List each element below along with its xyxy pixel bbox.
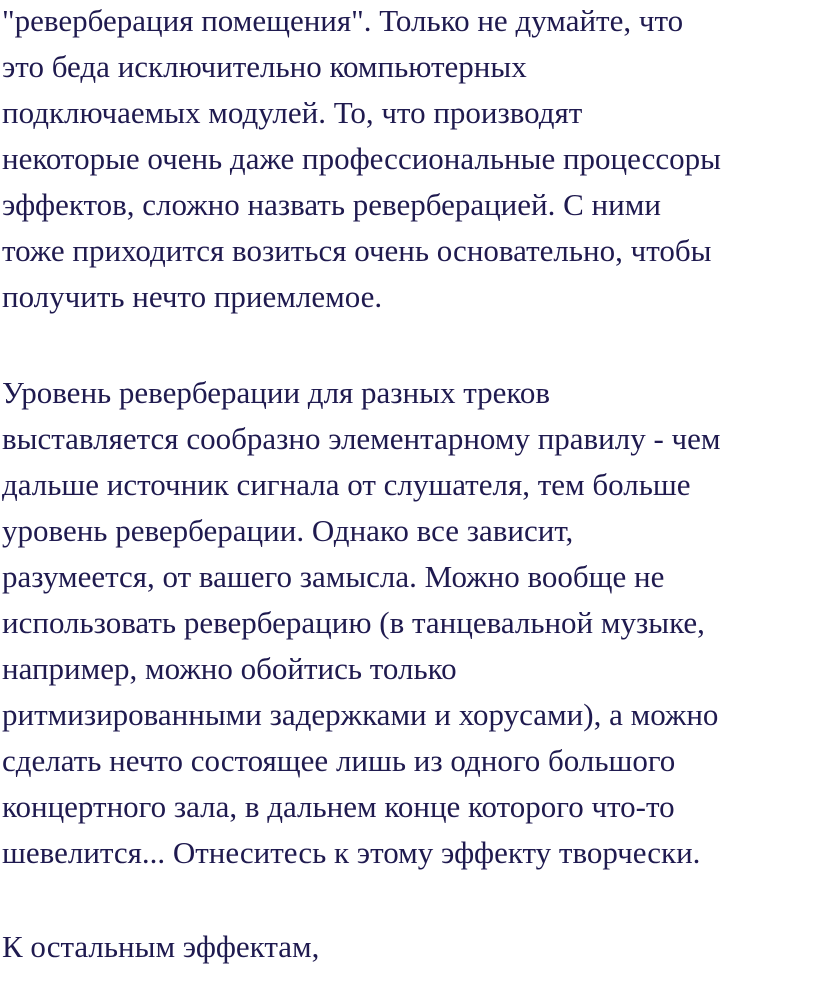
- paragraph-1-line-2: это беда исключительно компьютерных: [2, 49, 527, 84]
- paragraph-2-line-8: ритмизированными задержками и хорусами), а можно: [2, 697, 719, 732]
- paragraph-2-line-2: выставляется сообразно элементарному правилу - чем: [2, 421, 721, 456]
- paragraph-1-line-4: некоторые очень даже профессиональные процессоры: [2, 141, 722, 176]
- paragraph-2-line-1: Уровень реверберации для разных треков: [2, 375, 551, 410]
- paragraph-3-line-1: К остальным эффектам,: [2, 929, 320, 964]
- paragraph-1-line-5: эффектов, сложно назвать реверберацией. С ними: [2, 187, 661, 222]
- paragraph-1-line-3: подключаемых модулей. То, что производят: [2, 95, 583, 130]
- paragraph-2-line-9: сделать нечто состоящее лишь из одного большого: [2, 743, 676, 778]
- paragraph-2-line-6: использовать реверберацию (в танцевальной музыке,: [2, 605, 705, 640]
- paragraph-1-line-7: получить нечто приемлемое.: [2, 279, 383, 314]
- paragraph-1-line-6: тоже приходится возиться очень основательно, чтобы: [2, 233, 712, 268]
- paragraph-2-line-10: концертного зала, в дальнем конце которого что-то: [2, 789, 675, 824]
- paragraph-2-line-5: разумеется, от вашего замысла. Можно вообще не: [2, 559, 665, 594]
- paragraph-2-line-7: например, можно обойтись только: [2, 651, 457, 686]
- paragraph-2-line-4: уровень реверберации. Однако все зависит,: [2, 513, 574, 548]
- paragraph-2-line-11: шевелится... Отнеситесь к этому эффекту творчески.: [2, 835, 701, 870]
- paragraph-2-line-3: дальше источник сигнала от слушателя, тем больше: [2, 467, 691, 502]
- paragraph-1-line-1: "реверберация помещения". Только не думайте, что: [2, 3, 684, 38]
